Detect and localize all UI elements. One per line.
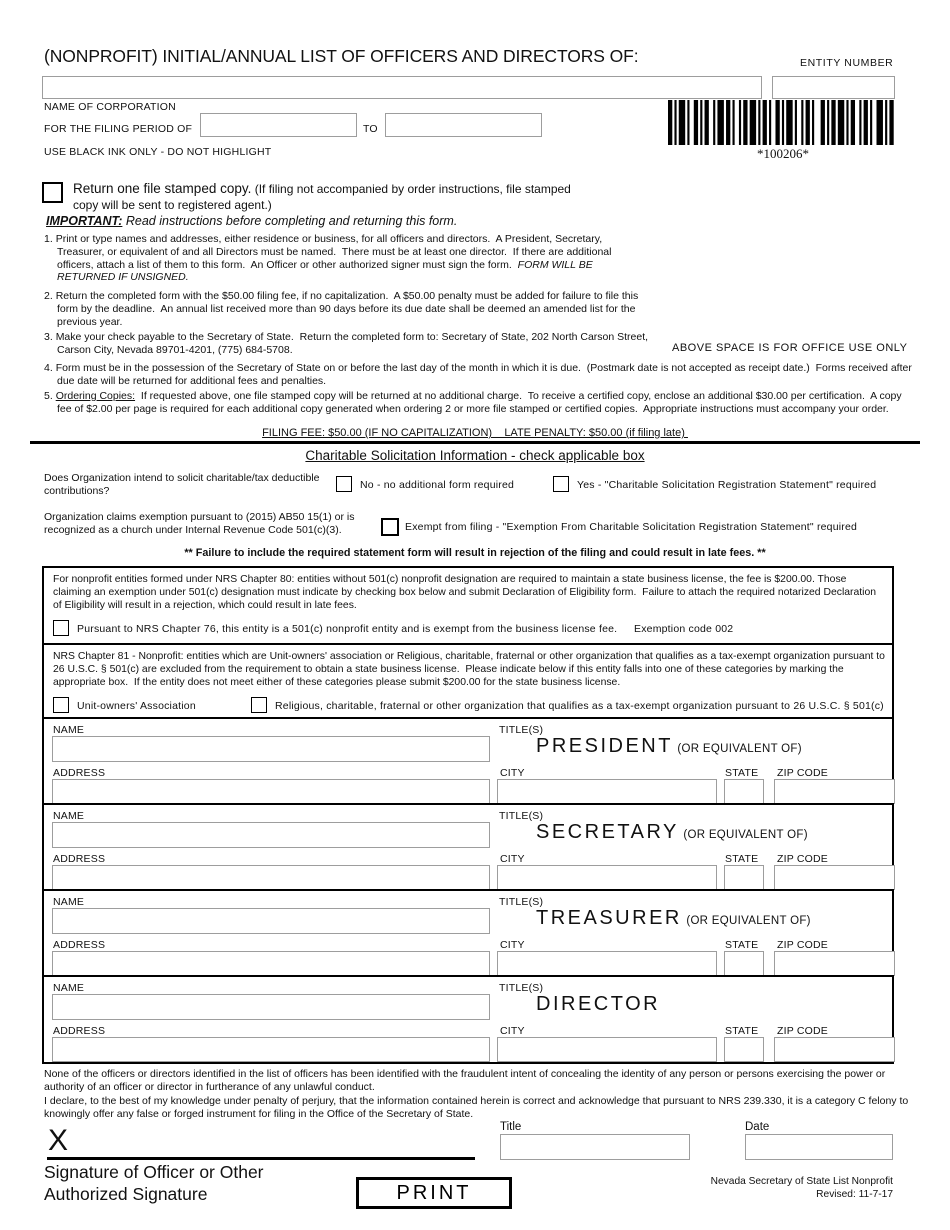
president-zip-field[interactable] (774, 779, 895, 804)
instruction-5-num: 5. (44, 390, 53, 402)
perjury-declaration: I declare, to the best of my knowledge under penalty of perjury, that the information contained herein is correct and acknowledge that pursuant to NRS 239.330, it is a category C felony to knowingly offer any false or forged instrument for filing in the Office of the Secretary of State. (44, 1095, 912, 1120)
religious-org-checkbox[interactable] (251, 697, 267, 713)
print-button[interactable]: PRINT (356, 1177, 512, 1209)
unit-owners-checkbox[interactable] (53, 697, 69, 713)
religious-org-label: Religious, charitable, fraternal or other organization that qualifies as a tax-exempt organization pursuant to 26 U.S.C. § 501(c) (275, 700, 884, 712)
instruction-1-text: Print or type names and addresses, either residence or business, for all officers and directors. A President, Secretary, Treasurer, or equivalent of and all Directors must be named. There must be at least one director. If there are additional officers, attach a list of them to this form. An Officer or other authorized signer must sign the form. (55, 233, 615, 271)
section-divider (30, 441, 920, 444)
exemption-code: Exemption code 002 (634, 623, 734, 635)
name-label: NAME (53, 724, 85, 736)
officer-section-president (42, 717, 894, 805)
form-footer (593, 1175, 893, 1201)
president-name-field[interactable] (52, 736, 490, 762)
instruction-3 (44, 331, 664, 357)
instruction-2-text: Return the completed form with the $50.00 filing fee, if no capitalization. A $50.00 penalty must be added for failure to file this form by the deadline. An annual list received more than 90 days before its due date shall be deemed an amended list for the previous year. (55, 290, 642, 328)
fraud-declaration: None of the officers or directors identified in the list of officers has been identified with the fraudulent intent of concealing the identity of any person or persons exercising the power or authority of an officer or director in furtherance of any unlawful conduct. (44, 1068, 889, 1093)
footer-line2: Revised: 11-7-17 (816, 1189, 893, 1200)
secretary-title (536, 821, 808, 844)
director-city-field[interactable] (497, 1037, 717, 1062)
nrs81-section (42, 643, 894, 719)
charitable-exemption-text: Organization claims exemption pursuant to (2015) AB50 15(1) or is recognized as a church under Internal Revenue Code 501(c)(3). (44, 511, 358, 536)
charitable-heading-text: Charitable Solicitation Information - check applicable box (305, 448, 645, 463)
city-label: CITY (500, 1025, 525, 1037)
treasurer-state-field[interactable] (724, 951, 764, 976)
treasurer-city-field[interactable] (497, 951, 717, 976)
footer-line1: Nevada Secretary of State List Nonprofit (710, 1176, 893, 1187)
zip-label: ZIP CODE (777, 853, 828, 865)
officer-section-treasurer (42, 889, 894, 977)
city-label: CITY (500, 853, 525, 865)
instruction-5 (44, 390, 918, 416)
zip-label: ZIP CODE (777, 767, 828, 779)
treasurer-title-suffix: (OR EQUIVALENT OF) (686, 915, 811, 927)
instruction-1 (44, 233, 644, 284)
fee-line (0, 427, 950, 439)
director-zip-field[interactable] (774, 1037, 895, 1062)
fee-line-text: FILING FEE: $50.00 (IF NO CAPITALIZATION) LATE PENALTY: $50.00 (if filing late) (262, 427, 688, 439)
corporation-name-field[interactable] (42, 76, 762, 99)
unit-owners-label: Unit-owners' Association (77, 700, 196, 712)
charitable-heading (0, 448, 950, 463)
charitable-question: Does Organization intend to solicit charitable/tax deductible contributions? (44, 472, 323, 497)
director-state-field[interactable] (724, 1037, 764, 1062)
director-title (536, 993, 660, 1016)
president-state-field[interactable] (724, 779, 764, 804)
barcode-text: *100206* (757, 146, 809, 161)
secretary-city-field[interactable] (497, 865, 717, 890)
name-label: NAME (53, 982, 85, 994)
director-title-text: DIRECTOR (536, 993, 661, 1015)
state-label: STATE (725, 939, 759, 951)
filing-period-start-field[interactable] (200, 113, 357, 137)
return-copy-text (73, 181, 583, 213)
important-label: IMPORTANT: (46, 214, 123, 228)
return-copy-checkbox[interactable] (42, 182, 63, 203)
boxed-sections (42, 566, 894, 1064)
ordering-copies-label: Ordering Copies: (55, 390, 136, 402)
treasurer-title-text: TREASURER (536, 907, 682, 929)
address-label: ADDRESS (53, 939, 106, 951)
important-text: Read instructions before completing and returning this form. (125, 214, 458, 228)
charitable-warning: ** Failure to include the required statement form will result in rejection of the filing and could result in late fees. ** (184, 547, 766, 559)
barcode-icon (668, 100, 898, 145)
instruction-3-num: 3. (44, 331, 53, 343)
charitable-no-label: No - no additional form required (360, 479, 515, 491)
instruction-1-num: 1. (44, 233, 53, 245)
secretary-title-suffix: (OR EQUIVALENT OF) (683, 829, 808, 841)
instruction-2 (44, 290, 644, 328)
state-label: STATE (725, 853, 759, 865)
instruction-1-em: FORM WILL BE RETURNED IF UNSIGNED. (57, 258, 596, 284)
state-label: STATE (725, 1025, 759, 1037)
instruction-4 (44, 362, 918, 388)
name-label: NAME (53, 810, 85, 822)
charitable-yes-label: Yes - "Charitable Solicitation Registration Statement" required (577, 479, 877, 491)
address-label: ADDRESS (53, 767, 106, 779)
president-address-field[interactable] (52, 779, 490, 804)
officer-section-director (42, 975, 894, 1064)
instruction-3-text: Make your check payable to the Secretary of State. Return the completed form to: Secretary of State, 202 North Carson Street, Carson City, Nevada 89701-4201, (775) 684-5708. (55, 331, 651, 356)
secretary-zip-field[interactable] (774, 865, 895, 890)
nrs76-exempt-checkbox[interactable] (53, 620, 69, 636)
address-label: ADDRESS (53, 853, 106, 865)
secretary-name-field[interactable] (52, 822, 490, 848)
nrs81-text: NRS Chapter 81 - Nonprofit: entities which are Unit-owners' association or Religious, charitable, fraternal or other organization that qualifies as a tax-exempt organization pursuant to 26 U.S.C. § 501(c) are excluded from the requirement to obtain a state business license. Please indicate below if this entity falls into one of these categories by marking the appropriate box. If the entity does not meet either of these categories please submit $200.00 for the state business license. (53, 651, 888, 688)
nrs80-text: For nonprofit entities formed under NRS Chapter 80: entities without 501(c) nonprofit designation are required to maintain a state business license, the fee is $200.00. Those claiming an exemption under 501(c) designation must indicate by checking box below and submit Declaration of Eligibility form. Failure to attach the required notarized Declaration of Eligibility will result in a rejection, which could result in late fees. (53, 574, 879, 611)
director-name-field[interactable] (52, 994, 490, 1020)
titles-label: TITLE(S) (499, 896, 544, 908)
filing-period-label: FOR THE FILING PERIOD OF (44, 123, 193, 135)
filing-period-end-field[interactable] (385, 113, 542, 137)
zip-label: ZIP CODE (777, 939, 828, 951)
zip-label: ZIP CODE (777, 1025, 828, 1037)
nrs76-exempt-label: Pursuant to NRS Chapter 76, this entity is a 501(c) nonprofit entity and is exempt from the business license fee. (77, 623, 618, 635)
treasurer-zip-field[interactable] (774, 951, 895, 976)
nrs80-section (42, 566, 894, 645)
titles-label: TITLE(S) (499, 982, 544, 994)
signature-caption: Signature of Officer or Other Authorized Signature (44, 1162, 264, 1204)
titles-label: TITLE(S) (499, 810, 544, 822)
signature-x-mark: X (48, 1124, 69, 1157)
corporation-name-label: NAME OF CORPORATION (44, 101, 176, 113)
exempt-filing-label: Exempt from filing - "Exemption From Charitable Solicitation Registration Statement" required (405, 521, 858, 533)
signature-date-field[interactable] (745, 1134, 893, 1160)
president-title-suffix: (OR EQUIVALENT OF) (677, 743, 802, 755)
charitable-no-checkbox[interactable] (336, 476, 352, 492)
secretary-address-field[interactable] (52, 865, 490, 890)
city-label: CITY (500, 939, 525, 951)
exempt-filing-checkbox[interactable] (381, 518, 399, 536)
state-label: STATE (725, 767, 759, 779)
secretary-state-field[interactable] (724, 865, 764, 890)
important-note (46, 214, 457, 228)
entity-number-field[interactable] (772, 76, 895, 99)
president-title-text: PRESIDENT (536, 735, 673, 757)
office-use-note: ABOVE SPACE IS FOR OFFICE USE ONLY (672, 342, 908, 354)
president-city-field[interactable] (497, 779, 717, 804)
filing-period-to-label: TO (363, 123, 378, 135)
title-label: Title (500, 1121, 522, 1133)
instruction-5-text: If requested above, one file stamped copy will be returned at no additional charge. To receive a certified copy, enclose an additional $30.00 per certification. A copy fee of $2.00 per page is required for each additional copy generated when ordering 2 or more file stamped or certified copies. Appropriate instructions must accompany your order. (57, 390, 905, 415)
president-title (536, 735, 802, 758)
director-address-field[interactable] (52, 1037, 490, 1062)
date-label: Date (745, 1121, 770, 1133)
treasurer-name-field[interactable] (52, 908, 490, 934)
city-label: CITY (500, 767, 525, 779)
instruction-2-num: 2. (44, 290, 53, 302)
return-copy-strong: Return one file stamped copy. (73, 181, 252, 196)
entity-number-label: ENTITY NUMBER (800, 57, 894, 69)
treasurer-address-field[interactable] (52, 951, 490, 976)
treasurer-title (536, 907, 811, 930)
secretary-title-text: SECRETARY (536, 821, 679, 843)
black-ink-note: USE BLACK INK ONLY - DO NOT HIGHLIGHT (44, 146, 272, 158)
titles-label: TITLE(S) (499, 724, 544, 736)
signer-title-field[interactable] (500, 1134, 690, 1160)
name-label: NAME (53, 896, 85, 908)
officer-section-secretary (42, 803, 894, 891)
page-title: (NONPROFIT) INITIAL/ANNUAL LIST OF OFFICERS AND DIRECTORS OF: (44, 46, 639, 66)
address-label: ADDRESS (53, 1025, 106, 1037)
instruction-4-num: 4. (44, 362, 53, 374)
instruction-4-text: Form must be in the possession of the Secretary of State on or before the last day of the month in which it is due. (Postmark date is not accepted as receipt date.) Forms received after due date will be returned for additional fees and penalties. (55, 362, 915, 387)
signature-line[interactable] (47, 1129, 475, 1160)
return-copy-rest: (If filing not accompanied by order instructions, file stamped copy will be sent to registered agent.) (73, 182, 571, 212)
charitable-yes-checkbox[interactable] (553, 476, 569, 492)
